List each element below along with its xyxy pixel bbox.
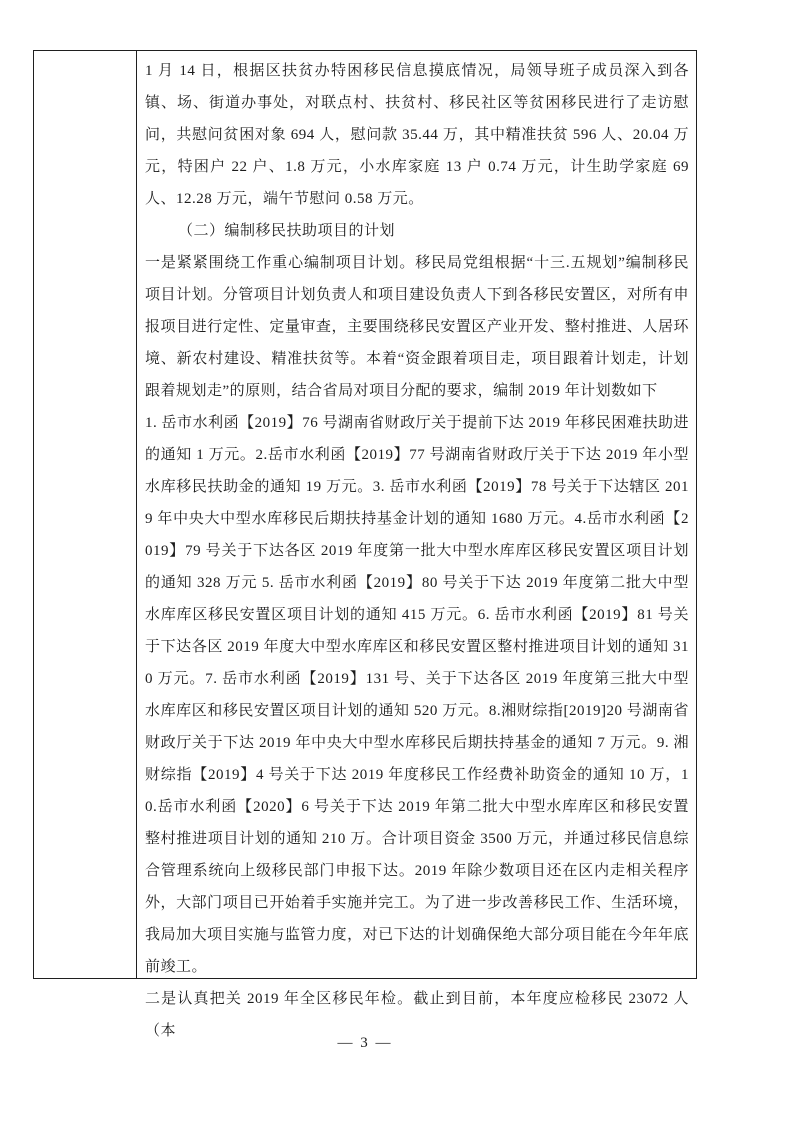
paragraph-project-planning: 一是紧紧围绕工作重心编制项目计划。移民局党组根据“十三.五规划”编制移民项目计划。分管项目计划负责人和项目建设负责人下到各移民安置区，对所有申报项目进行定性、定量审查，主要围绕移民安置区产业开发、整村推进、人居环境、新农村建设、精准扶贫等。本着“资金跟着项目走，项目跟着计划走，计划跟着规划走”的原则，结合省局对项目分配的要求，编制 2019 年计划数如下: [145, 255, 689, 399]
paragraph-plan-notice-list: 1. 岳市水利函【2019】76 号湖南省财政厅关于提前下达 2019 年移民困难扶助进的通知 1 万元。2.岳市水利函【2019】77 号湖南省财政厅关于下达 2019 年小型水库移民扶助金的通知 19 万元。3. 岳市水利函【2019】78 号关于下达辖区 2019 年中央大中型水库移民后期扶持基金计划的通知 1680 万元。4.岳市水利函【2019】79 号关于下达各区 2019 年度第一批大中型水库库区移民安置区项目计划的通知 328 万元 5. 岳市水利函【2019】80 号关于下达 2019 年度第二批大中型水库库区移民安置区项目计划的通知 415 万元。6. 岳市水利函【2019】81 号关于下达各区 2019 年度大中型水库库区和移民安置区整村推进项目计划的通知 310 万元。7. 岳市水利函【2019】131 号、关于下达各区 2019 年度第三批大中型水库库区和移民安置区项目计划的通知 520 万元。8.湘财综指[2019]20 号湖南省财政厅关于下达 2019 年中央大中型水库移民后期扶持基金的通知 7 万元。9. 湘财综指【2019】4 号关于下达 2019 年度移民工作经费补助资金的通知 10 万，10.岳市水利函【2020】6 号关于下达 2019 年第二批大中型水库库区和移民安置整村推进项目计划的通知 210 万。合计项目资金 3500 万元，并通过移民信息综合管理系统向上级移民部门申报下达。2019 年除少数项目还在区内走相关程序外，大部门项目已开始着手实施并完工。为了进一步改善移民工作、生活环境，我局加大项目实施与监管力度，对已下达的计划确保绝大部分项目能在今年年底前竣工。: [145, 415, 689, 975]
paragraph-annual-inspection: 二是认真把关 2019 年全区移民年检。截止到目前，本年度应检移民 23072 人（本: [145, 991, 689, 1039]
page-number: — 3 —: [337, 1035, 393, 1051]
table-label-cell: [34, 51, 137, 978]
page-footer: [33, 1034, 697, 1052]
table-content-cell: [137, 51, 696, 1039]
report-table: [33, 50, 697, 1039]
paragraph-condolence-visits: 1 月 14 日，根据区扶贫办特困移民信息摸底情况，局领导班子成员深入到各镇、场、街道办事处，对联点村、扶贫村、移民社区等贫困移民进行了走访慰问，共慰问贫困对象 694 人，慰问款 35.44 万，其中精准扶贫 596 人、20.04 万元，特困户 22 户、1.8 万元，小水库家庭 13 户 0.74 万元，计生助学家庭 69 人、12.28 万元，端午节慰问 0.58 万元。: [145, 63, 689, 207]
heading-section-two: （二）编制移民扶助项目的计划: [178, 223, 396, 239]
